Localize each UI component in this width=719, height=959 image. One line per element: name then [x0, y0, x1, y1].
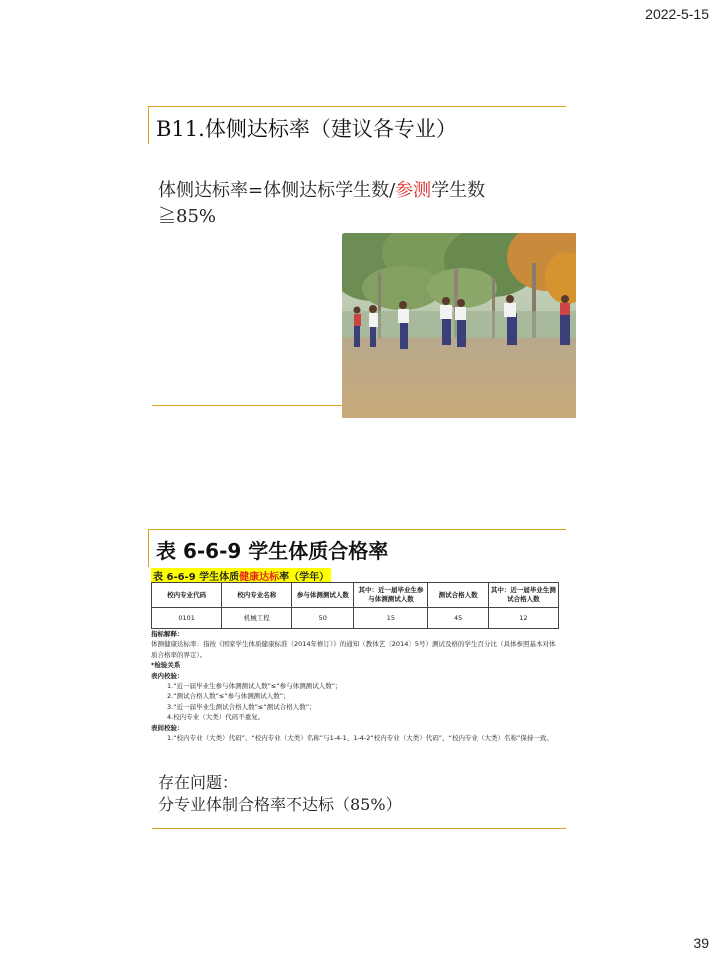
table-cell: 12: [488, 608, 558, 629]
note-line: 表内校验：: [151, 671, 184, 680]
slide2-top-rule: [148, 529, 566, 530]
note-line: 2.“测试合格人数”≤“参与体测测试人数”；: [167, 692, 290, 701]
problem-label: 存在问题：: [158, 773, 239, 792]
col-header: 参与体测测试人数: [292, 583, 354, 608]
table-cell: 50: [292, 608, 354, 629]
caption-highlight: 健康达标: [239, 572, 280, 583]
caption-prefix: 表 6-6-9 学生体质: [153, 572, 240, 583]
table-cell: 45: [428, 608, 488, 629]
students-running-photo: [342, 233, 576, 418]
problem-text: 分专业体制合格率不达标（85%）: [158, 795, 402, 814]
note-line: 体测健康达标率：指按《国家学生体质健康标准（2014年修订）》的通知（教体艺〔2014〕5号）测试及格的学生百分比（具体参照基本对体质合格率的界定）。: [151, 640, 556, 659]
col-header: 测试合格人数: [428, 583, 488, 608]
note-line: 3.“近一届毕业生测试合格人数”≤“测试合格人数”；: [167, 702, 316, 711]
slide1-left-rule: [148, 106, 149, 144]
col-header: 校内专业代码: [152, 583, 222, 608]
table-cell: 机械工程: [222, 608, 292, 629]
table-caption: [151, 568, 331, 583]
col-header: 其中：近一届毕业生参与体测测试人数: [354, 583, 428, 608]
slide1-top-rule: [148, 106, 566, 107]
table-cell: 15: [354, 608, 428, 629]
slide2-left-rule: [148, 529, 149, 567]
caption-suffix: 率（学年）: [279, 572, 330, 583]
slide1-bottom-rule: [152, 405, 342, 406]
note-line: 4.校内专业（大类）代码不重复。: [167, 713, 265, 722]
formula-part1: 体侧达标率=体侧达标学生数/: [158, 180, 396, 201]
formula-highlight: 参测: [395, 180, 432, 201]
col-header: 其中：近一届毕业生测试合格人数: [488, 583, 558, 608]
note-line: 1.“近一届毕业生参与体测测试人数”≤“参与体测测试人数”；: [167, 682, 342, 691]
problem-section: [158, 772, 402, 816]
note-line: *检验关系: [151, 661, 181, 670]
note-line: 指标解释：: [151, 630, 184, 638]
note-line: 表间校验：: [151, 723, 184, 732]
page-number: 39: [693, 935, 709, 951]
slide1-formula: [158, 178, 498, 230]
slide2-title: 表 6-6-9 学生体质合格率: [156, 539, 389, 563]
slide1-title: B11.体侧达标率（建议各专业）: [156, 117, 457, 141]
formula-part2: 学生数≧85%: [158, 180, 486, 227]
date-stamp: 2022-5-15: [645, 6, 709, 22]
table-cell: 0101: [152, 608, 222, 629]
col-header: 校内专业名称: [222, 583, 292, 608]
table-header-row: [152, 583, 559, 608]
slide2-bottom-rule: [152, 828, 566, 829]
pass-rate-table: [151, 582, 559, 629]
table-row: [152, 608, 559, 629]
indicator-notes: [151, 629, 561, 743]
note-line: 1.“校内专业（大类）代码”、“校内专业（大类）名称”与1-4-1、1-4-2“校内专业（大类）代码”、“校内专业（大类）名称”保持一致。: [167, 734, 553, 743]
